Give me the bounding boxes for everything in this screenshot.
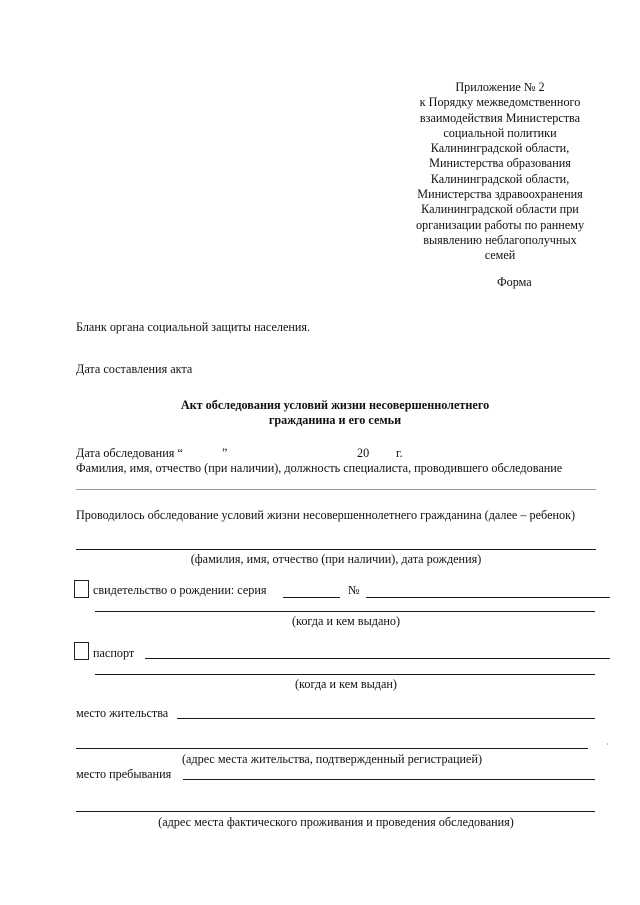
appendix-block [400,80,600,264]
blank-label: Бланк органа социальной защиты населения. [76,320,311,334]
appendix-line: семей [484,248,516,263]
specialist-field-line[interactable] [76,489,596,490]
passport-label: паспорт [93,646,135,660]
passport-caption: (когда и кем выдан) [295,677,397,691]
appendix-line: Калининградской области при [421,202,579,217]
appendix-line: выявлению неблагополучных [423,232,577,247]
residence-address-line[interactable] [76,748,588,749]
birth-cert-issued-line[interactable] [95,611,595,612]
passport-issued-line[interactable] [95,674,595,675]
appendix-line: Калининградской области, [430,171,570,186]
appendix-line: к Порядку межведомственного [419,95,581,110]
title-line-1: Акт обследования условий жизни несовершеннолетнего [180,398,490,412]
title-line-2: гражданина и его семьи [268,413,402,427]
stay-label: место пребывания [76,767,172,781]
passport-field-line[interactable] [145,658,610,659]
child-intro: Проводилось обследование условий жизни несовершеннолетнего гражданина (далее – ребенок) [76,508,576,522]
appendix-line: Приложение № 2 [455,80,545,94]
appendix-line: социальной политики [443,125,557,140]
appendix-line: Министерства здравоохранения [417,187,583,202]
appendix-line: Калининградской области, [430,141,570,156]
birth-cert-caption: (когда и кем выдано) [291,614,401,628]
child-name-field-line[interactable] [76,549,596,550]
birth-cert-checkbox[interactable] [74,580,89,598]
child-name-caption: (фамилия, имя, отчество (при наличии), дата рождения) [190,552,482,566]
year-suffix: г. [396,446,403,460]
number-sign: № [348,583,360,597]
date-close-quote: ” [222,446,228,460]
appendix-line: взаимодействия Министерства [419,110,581,125]
specialist-label: Фамилия, имя, отчество (при наличии), должность специалиста, проводившего обследование [76,461,563,475]
birth-cert-series-line[interactable] [283,597,340,598]
inspection-date-label: Дата обследования “ [76,446,183,460]
document-title [160,398,510,428]
residence-label: место жительства [76,706,169,720]
residence-caption: (адрес места жительства, подтвержденный регистрацией) [181,752,483,766]
residence-field-line[interactable] [177,718,595,719]
dot-mark: · [606,740,609,749]
form-label: Форма [497,275,532,289]
birth-cert-label: свидетельство о рождении: серия [93,583,267,597]
date-compiled-label: Дата составления акта [76,362,193,376]
appendix-line: организации работы по раннему [415,217,585,232]
year-prefix: 20 [357,446,370,460]
stay-field-line[interactable] [183,779,595,780]
birth-cert-number-line[interactable] [366,597,610,598]
appendix-line: Министерства образования [429,156,571,171]
passport-checkbox[interactable] [74,642,89,660]
stay-address-line[interactable] [76,811,595,812]
stay-caption: (адрес места фактического проживания и проведения обследования) [158,815,514,829]
